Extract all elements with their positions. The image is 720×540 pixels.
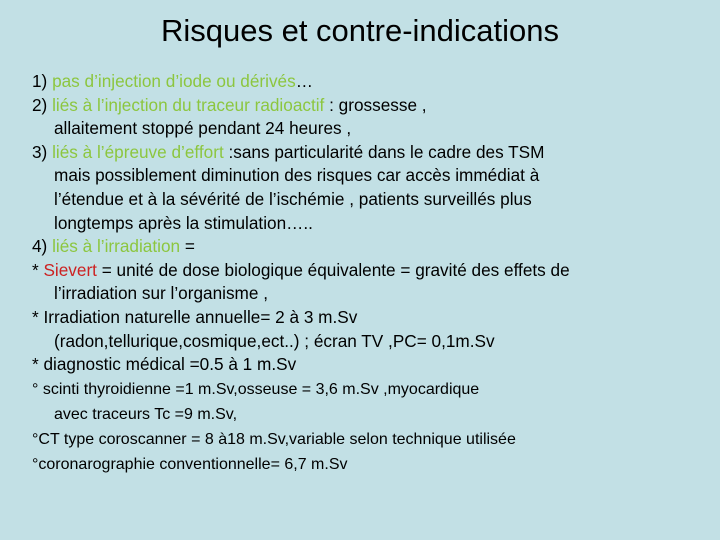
item-number: 2) [32,94,53,115]
item-3 [32,141,712,165]
item-4 [32,235,712,259]
bullet-diagnostic: * diagnostic médical =0.5 à 1 m.Sv [32,354,297,375]
sub-ct: °CT type coroscanner = 8 à18 m.Sv,variable selon technique utilisée [32,430,516,448]
bullet-naturelle: * Irradiation naturelle annuelle= 2 à 3 m.Sv [32,306,358,327]
item-text: : grossesse , [324,94,427,115]
slide-title: Risques et contre-indications [160,13,560,48]
highlight-text: liés à l’injection du traceur radioactif [52,94,325,115]
item-number: 1) [32,71,53,91]
item-2 [32,94,712,118]
bullet-star: * [32,259,44,280]
item-3-continuation: longtemps après la stimulation….. [54,212,313,233]
bullet-naturelle-continuation: (radon,tellurique,cosmique,ect..) ; écran TV ,PC= 0,1m.Sv [54,330,495,351]
item-text: … [295,71,313,91]
highlight-text: liés à l’irradiation [52,236,181,257]
highlight-text: liés à l’épreuve d’effort [52,141,224,162]
sub-scinti-continuation: avec traceurs Tc =9 m.Sv, [54,405,238,423]
slide-body [32,70,712,477]
highlight-text: pas d’injection d’iode ou dérivés [52,71,296,91]
item-3-continuation: l’étendue et à la sévérité de l’ischémie , patients surveillés plus [54,188,532,209]
bullet-text: = unité de dose biologique équivalente = gravité des effets de [96,259,570,280]
highlight-text: Sievert [43,259,97,280]
bullet-sievert-continuation: l’irradiation sur l’organisme , [54,283,268,304]
bullet-sievert [32,259,712,283]
sub-coro: °coronarographie conventionnelle= 6,7 m.Sv [32,455,348,473]
item-3-continuation: mais possiblement diminution des risques car accès immédiat à [54,165,540,186]
item-1 [32,70,712,94]
item-text: :sans particularité dans le cadre des TSM [223,141,545,162]
sub-scinti: ° scinti thyroidienne =1 m.Sv,osseuse = 3,6 m.Sv ,myocardique [32,380,480,398]
item-text: = [180,236,195,257]
item-2-continuation: allaitement stoppé pendant 24 heures , [54,118,352,139]
item-number: 3) [32,141,53,162]
item-number: 4) [32,236,53,257]
